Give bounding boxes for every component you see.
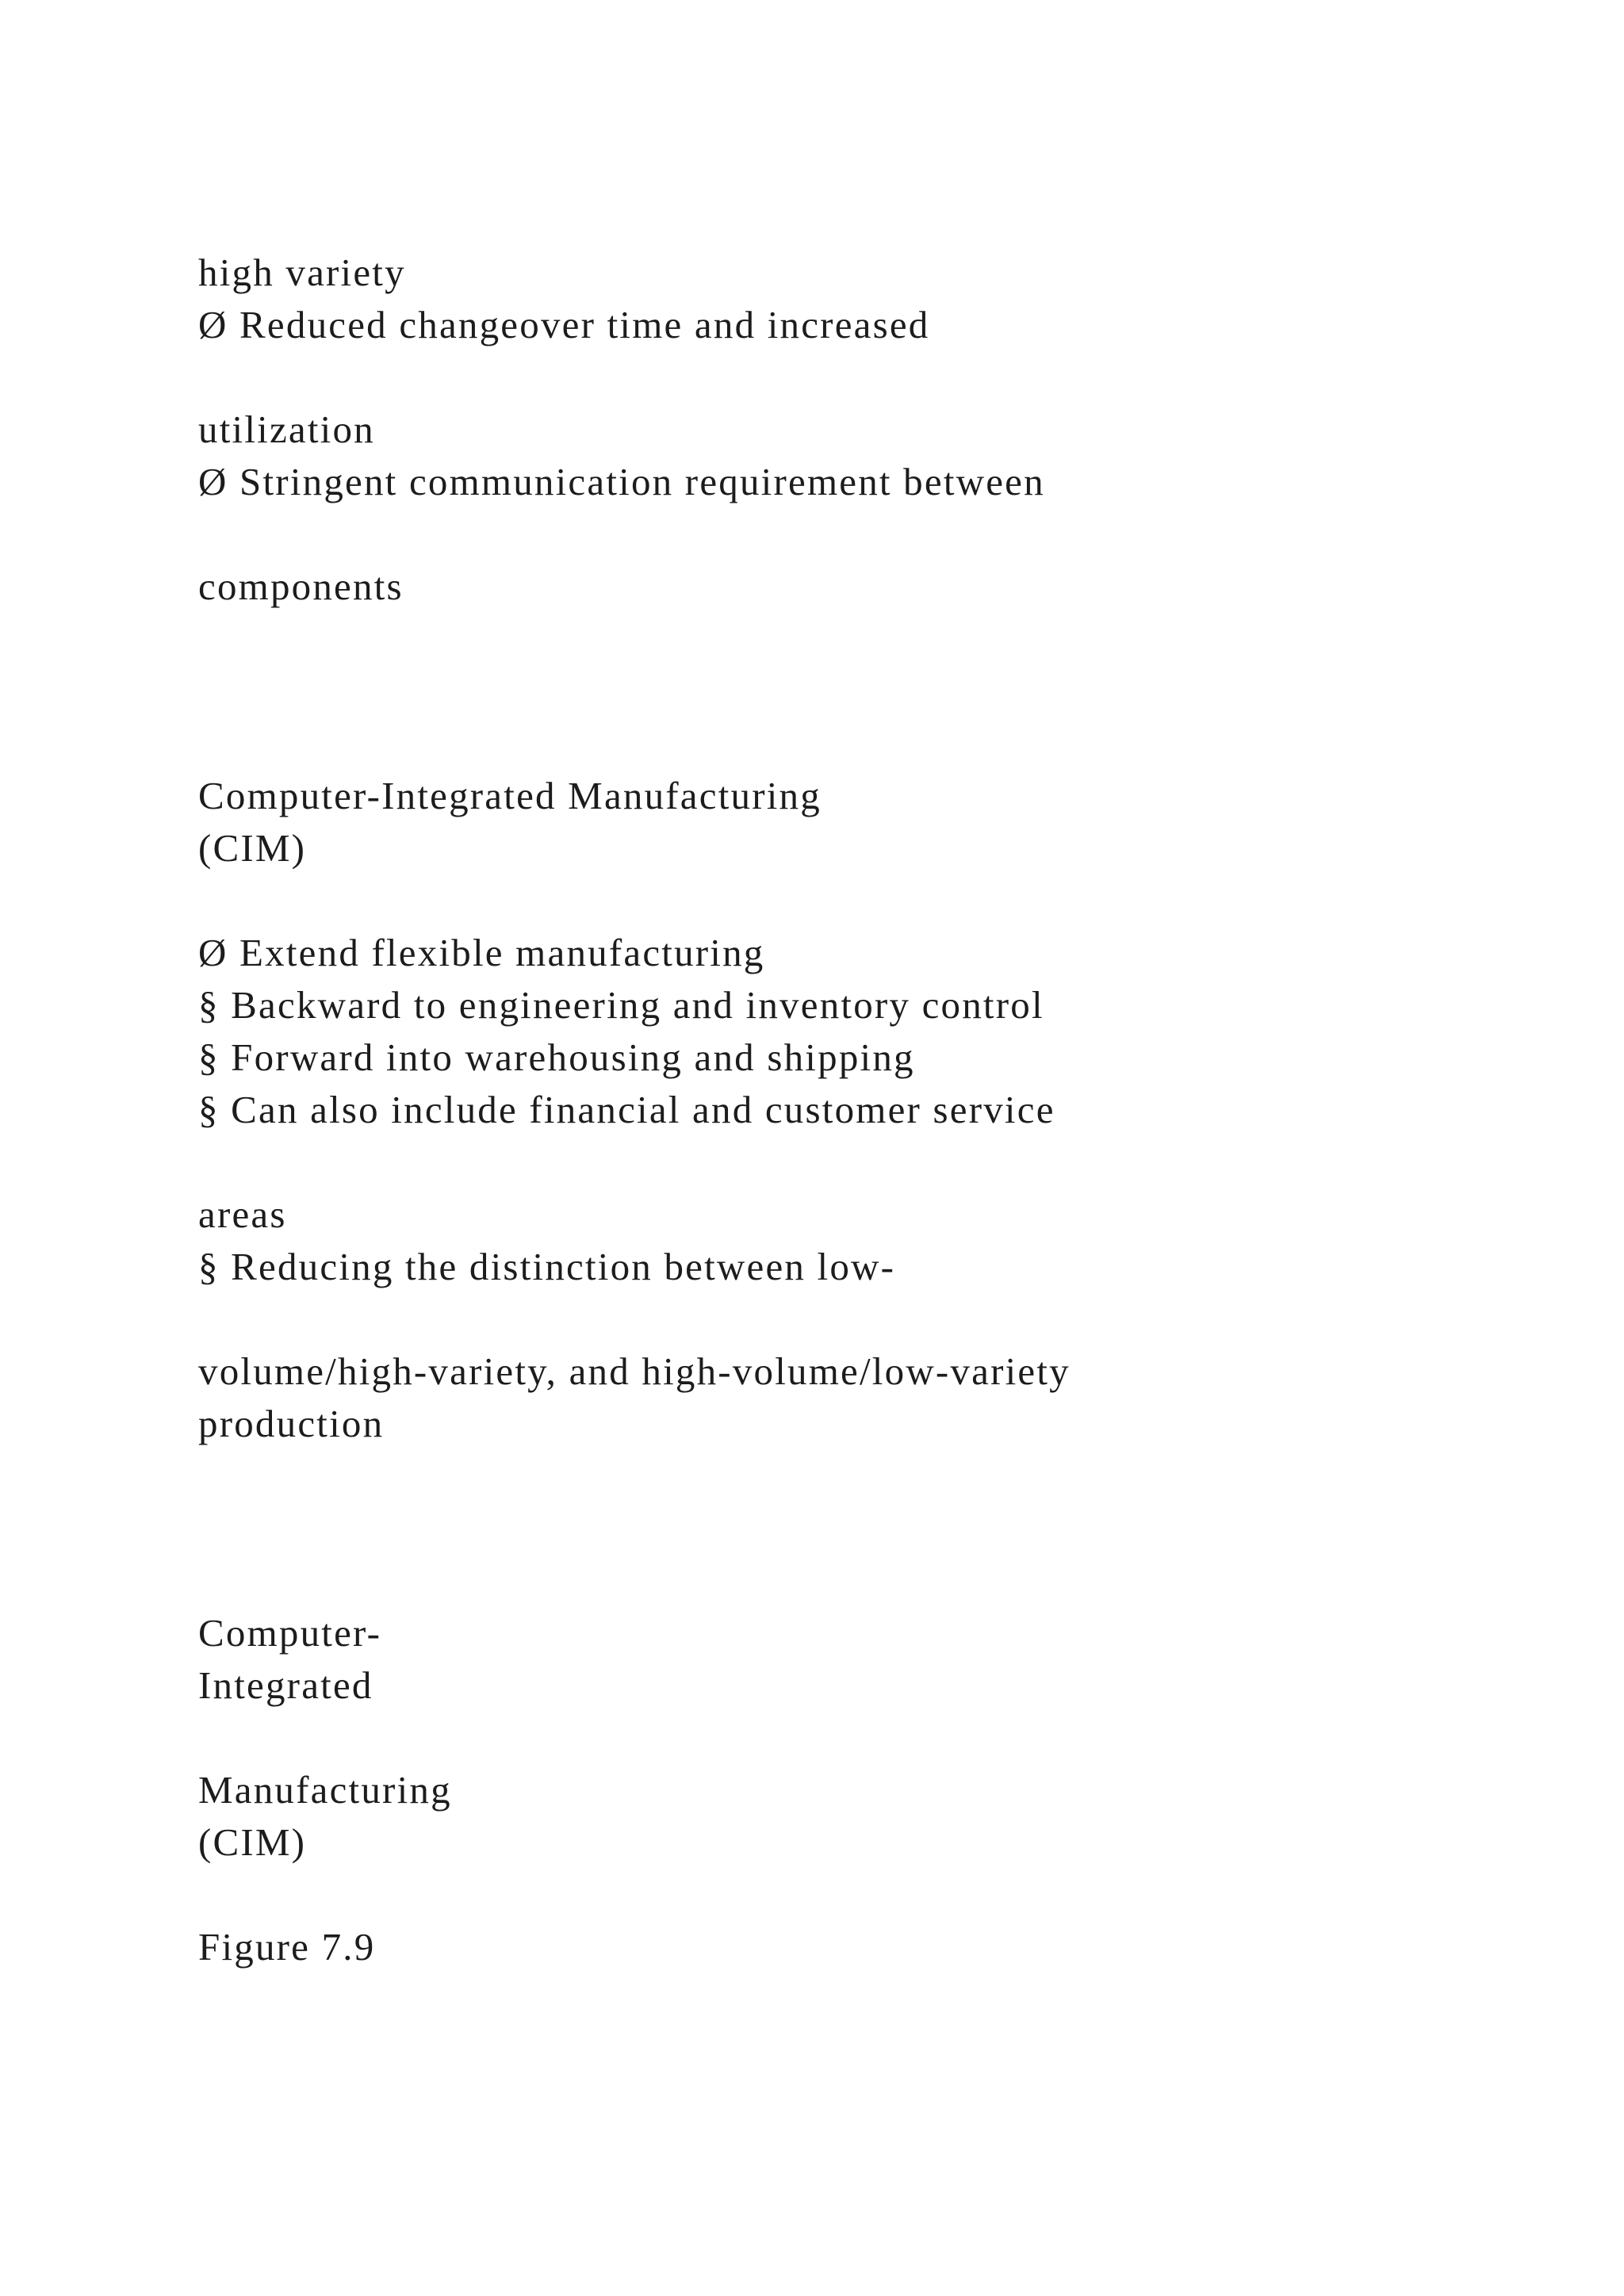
text-line-extend-flexible: Ø Extend flexible manufacturing — [198, 931, 765, 974]
text-line-utilization: utilization — [198, 408, 375, 451]
heading-cim-title: Computer-Integrated Manufacturing — [198, 774, 822, 817]
caption-cim: (CIM) — [198, 1820, 307, 1864]
text-line-components: components — [198, 564, 404, 608]
caption-computer: Computer- — [198, 1611, 382, 1655]
figure-label: Figure 7.9 — [198, 1925, 376, 1969]
text-line-areas: areas — [198, 1192, 287, 1236]
text-line-stringent-communication: Ø Stringent communication requirement between — [198, 460, 1045, 503]
text-line-backward: § Backward to engineering and inventory control — [198, 983, 1044, 1027]
text-line-reduced-changeover: Ø Reduced changeover time and increased — [198, 303, 930, 346]
text-line-high-variety: high variety — [198, 251, 406, 294]
text-line-volume-variety: volume/high-variety, and high-volume/low-variety — [198, 1349, 1071, 1393]
text-line-production: production — [198, 1402, 385, 1445]
caption-manufacturing: Manufacturing — [198, 1768, 452, 1812]
caption-integrated: Integrated — [198, 1663, 373, 1707]
text-line-financial: § Can also include financial and customer service — [198, 1088, 1055, 1131]
text-line-forward: § Forward into warehousing and shipping — [198, 1035, 915, 1079]
heading-cim-abbrev: (CIM) — [198, 826, 307, 870]
text-line-reducing-distinction: § Reducing the distinction between low- — [198, 1245, 896, 1288]
